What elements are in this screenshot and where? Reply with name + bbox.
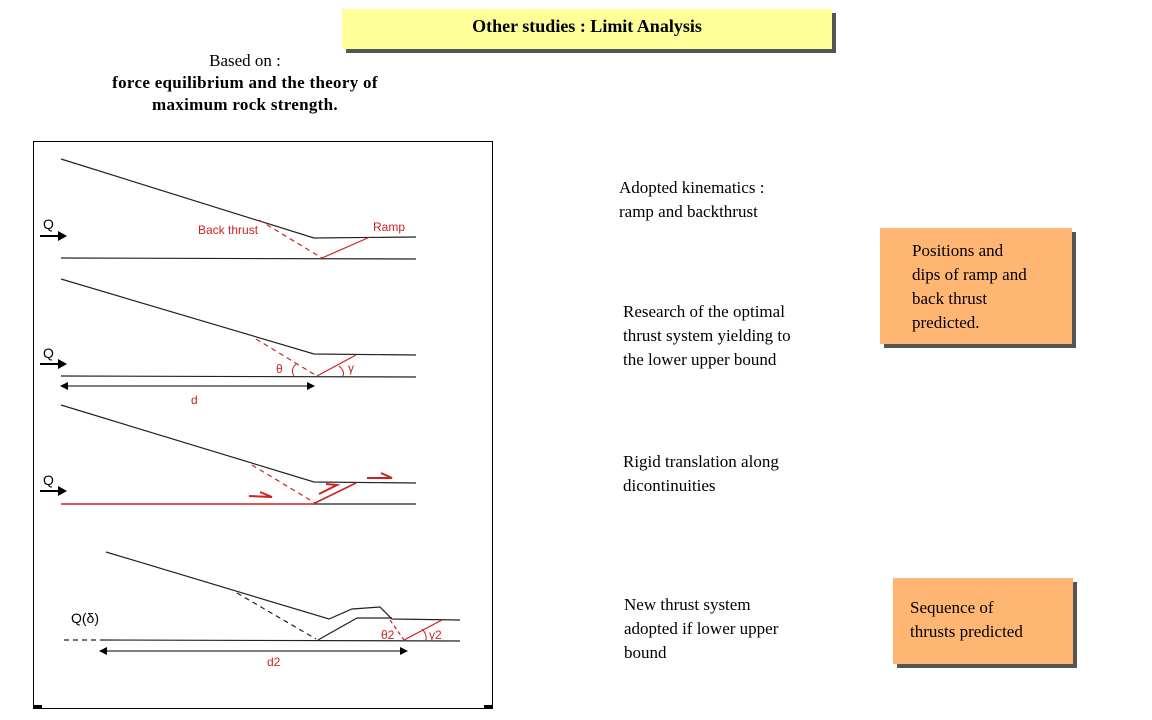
result-line: Sequence of (910, 598, 994, 617)
page-title: Other studies : Limit Analysis (472, 16, 702, 36)
theta-arc (292, 364, 296, 376)
result-line: Positions and (912, 241, 1004, 260)
title-banner (342, 9, 832, 49)
frame-corner-bl (34, 705, 42, 708)
basis-text (90, 50, 400, 116)
result-line: predicted. (912, 313, 980, 332)
basis-line-2: force equilibrium and the theory of (112, 73, 378, 92)
panel-4 (64, 552, 460, 669)
upper-surface-4 (106, 552, 460, 620)
q-label-2: Q (43, 345, 54, 361)
step-line: bound (624, 643, 667, 662)
step-line: Research of the optimal (623, 302, 785, 321)
basis-line-3: maximum rock strength. (152, 95, 338, 114)
ramp-1 (322, 237, 370, 258)
step-line: ramp and backthrust (619, 202, 758, 221)
step-line: thrust system yielding to (623, 326, 791, 345)
distance-d2-label: d2 (267, 655, 281, 669)
distance-d-label: d (191, 393, 198, 407)
ramp-label: Ramp (373, 220, 406, 234)
gamma-arc (339, 366, 344, 376)
step-line: adopted if lower upper (624, 619, 779, 638)
result-line: back thrust (912, 289, 988, 308)
theta2-label: θ2 (381, 628, 395, 642)
upper-surface-2 (61, 279, 416, 355)
result-line: dips of ramp and (912, 265, 1027, 284)
step-line: Adopted kinematics : (619, 178, 765, 197)
gamma-label: γ (348, 361, 354, 375)
step-rigid-translation (623, 450, 779, 498)
step-new-thrust (624, 593, 778, 665)
step-line: dicontinuities (623, 476, 716, 495)
step-optimal-search (623, 300, 791, 372)
basis-line-1: Based on : (209, 51, 281, 70)
q-delta-label: Q(δ) (71, 610, 100, 626)
decollement-2 (61, 376, 416, 377)
result-line: thrusts predicted (910, 622, 1023, 641)
step-line: New thrust system (624, 595, 751, 614)
result-positions-box (880, 228, 1072, 344)
panel-1 (40, 159, 416, 259)
gamma2-label: γ2 (429, 628, 442, 642)
backthrust-2 (256, 339, 317, 376)
step-line: the lower upper bound (623, 350, 777, 369)
step-kinematics (619, 176, 764, 224)
theta-label: θ (276, 362, 283, 376)
decollement-4 (100, 640, 460, 641)
thrust-diagram (33, 141, 493, 709)
push-arrow-1 (40, 231, 67, 241)
step-line: Rigid translation along (623, 452, 779, 471)
back-thrust-label: Back thrust (198, 223, 259, 237)
old-backthrust-4 (237, 593, 316, 639)
panel-2 (40, 279, 416, 407)
q-label-1: Q (43, 216, 54, 232)
upper-surface-3 (61, 405, 416, 483)
decollement-1 (61, 258, 416, 259)
q-label-3: Q (43, 472, 54, 488)
result-sequence-box (893, 578, 1073, 664)
backthrust-1 (259, 220, 322, 258)
frame-corner-br (484, 705, 492, 708)
panel-3 (40, 405, 416, 504)
